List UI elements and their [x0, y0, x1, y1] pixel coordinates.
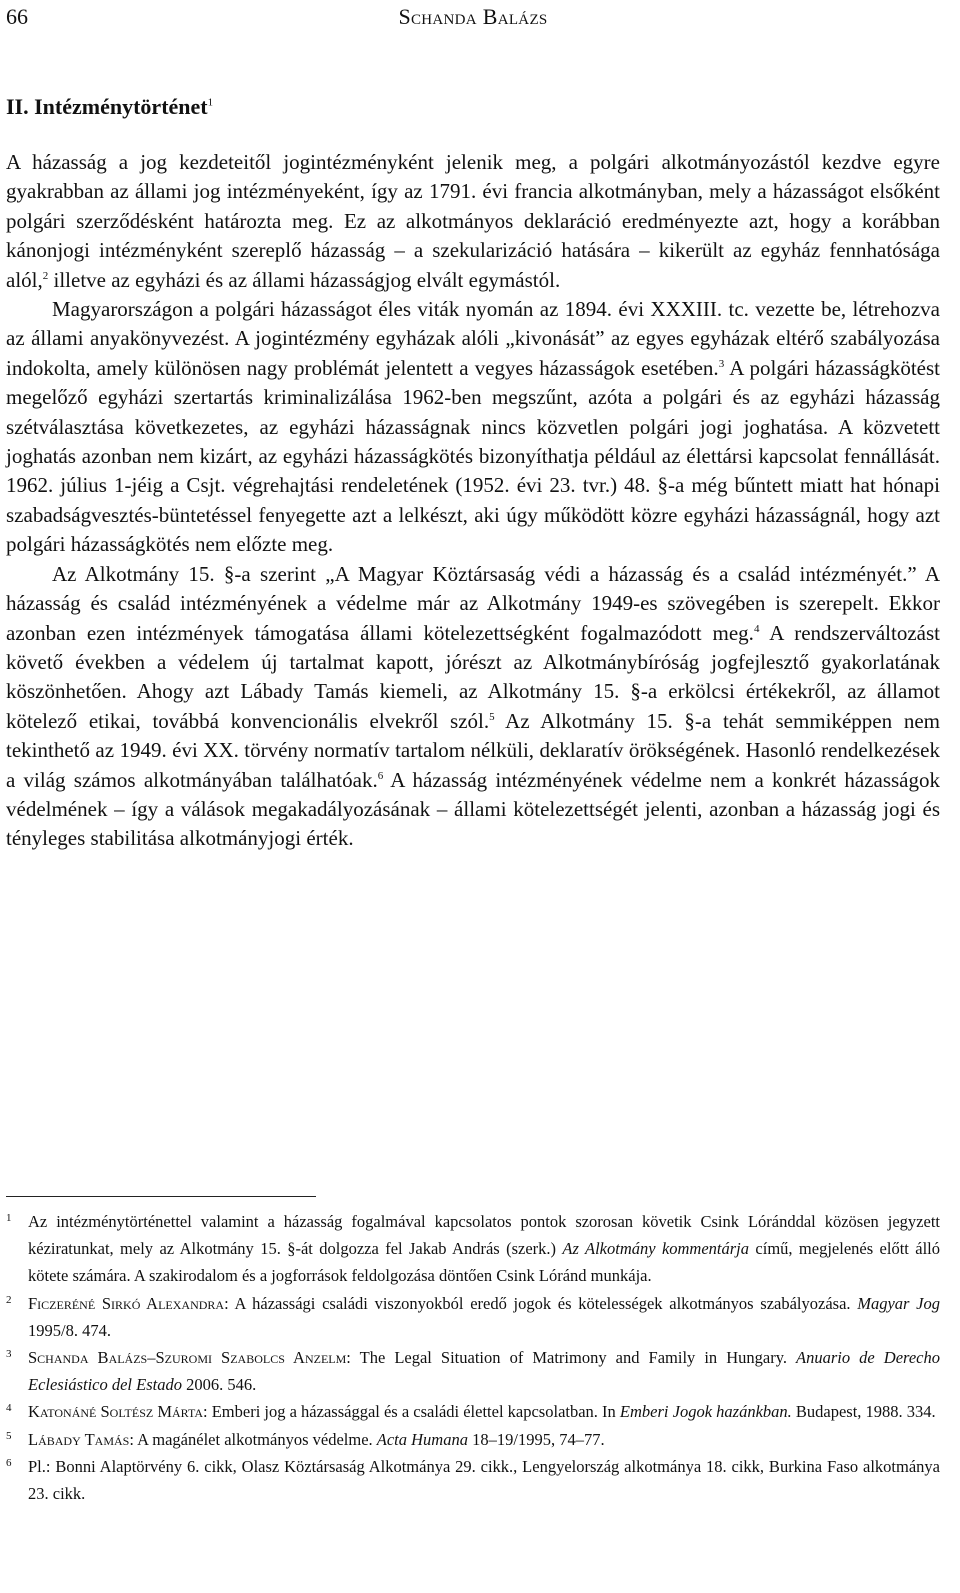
- footnote-title: Acta Humana: [376, 1429, 468, 1449]
- footnote-separator: [6, 1196, 316, 1197]
- paragraph: [6, 148, 940, 295]
- section-title-text: II. Intézménytörténet: [6, 94, 208, 119]
- footnote-ref[interactable]: 1: [207, 96, 214, 109]
- text-run: Az Alkotmány 15. §-a tehát semmiképpen nem tekinthető az 1949. évi XX. törvény normatív tartalom nélküli, deklaratív örökségének. Hasonló rendelkezések a világ számos alkotmányában találhatóak.: [6, 708, 940, 792]
- footnote-text: : A magánélet alkotmányos védelme.: [129, 1429, 377, 1449]
- footnote-author: Schanda Balázs–Szuromi Szabolcs Anzelm: [28, 1348, 347, 1368]
- footnote-author: Ficzeréné Sirkó Alexandra: [28, 1293, 225, 1313]
- footnote: [6, 1453, 940, 1507]
- footnote-author: Lábady Tamás: [28, 1429, 130, 1449]
- paragraph: [6, 560, 940, 854]
- footnote-number: 5: [6, 1429, 12, 1442]
- footnote: [6, 1398, 940, 1425]
- text-run: A házasság a jog kezdeteitől jogintézményként jelenik meg, a polgári alkotmányozástól kezdve egyre gyakrabban az állami jog intézményeként, így az 1791. évi francia alkotmányban, mely a házasságot elsőként polgári szerződésként határozta meg. Ez az alkotmányos deklaráció eredményezte azt, hogy a korábban kánonjogi intézményként szereplő házasság – a szekularizáció hatására – kikerült az egyház fennhatósága alól,: [6, 150, 940, 292]
- text-run: Magyarországon a polgári házasságot éles viták nyomán az 1894. évi XXXIII. tc. vezette be, létrehozva az állami anyakönyvezést. A jogintézmény egyházak alóli „kivonását” az egyes egyházak eltérő szabályozása indokolta, amely különösen nagy problémát jelentett a vegyes házasságok esetében.: [6, 297, 940, 380]
- footnote: [6, 1426, 940, 1453]
- footnote-ref[interactable]: 4: [753, 622, 760, 635]
- footnote-author: Katonáné Soltész Márta: [28, 1402, 203, 1422]
- running-head: Schanda Balázs: [398, 4, 548, 29]
- footnote-title: Anuario de Derecho Eclesiástico del Estado: [28, 1348, 940, 1395]
- page-header: [6, 0, 940, 40]
- footnote-text: Az intézménytörténettel valamint a házasság fogalmával kapcsolatos pontok szorosan követik Csink Lóránddal közösen jegyzett kéziratunkat, mely az Alkotmány 15. §-át dolgozza fel Jakab András (szerk.): [28, 1212, 940, 1259]
- paragraph: [6, 295, 940, 560]
- footnote-number: 4: [6, 1402, 12, 1415]
- footnote-ref[interactable]: 2: [42, 269, 49, 282]
- footnote-text: című, megjelenés előtt álló kötete számára. A szakirodalom és a jogforrások feldolgozása döntően Csink Lóránd munkája.: [28, 1239, 940, 1286]
- footnote-text: 18–19/1995, 74–77.: [467, 1429, 605, 1449]
- text-run: illetve az egyházi és az állami házasságjog elvált egymástól.: [48, 267, 561, 292]
- footnote-number: 3: [6, 1348, 12, 1361]
- footnote: [6, 1344, 940, 1398]
- section-title: [6, 94, 213, 120]
- document-page: [6, 0, 940, 1504]
- text-run: Az Alkotmány 15. §-a szerint „A Magyar Köztársaság védi a házasság és a család intézményét.” A házasság és család intézményének a védelme már az Alkotmány 1949-es szövegében is szerepelt. Ekkor azonban ezen intézmények támogatása állami kötelezettségként fogalmazódott meg.: [6, 561, 940, 645]
- footnotes: [6, 1208, 940, 1507]
- footnote-text: : The Legal Situation of Matrimony and Family in Hungary.: [346, 1348, 797, 1368]
- footnote-ref[interactable]: 5: [489, 710, 495, 723]
- footnote: [6, 1290, 940, 1344]
- footnote-number: 2: [6, 1293, 12, 1306]
- footnote-text: Budapest, 1988. 334.: [791, 1402, 936, 1422]
- page-number: 66: [6, 4, 28, 29]
- footnote-ref[interactable]: 3: [718, 357, 725, 370]
- footnote-number: 1: [6, 1212, 12, 1224]
- footnote-text: : Emberi jog a házassággal és a családi élettel kapcsolatban. In: [203, 1402, 620, 1422]
- text-run: A rendszerváltozást követő években a védelem új tartalmat kapott, jórészt az Alkotmánybíróság jogfejlesztő gyakorlatának köszönhetően. Ahogy azt Lábady Tamás kiemeli, az Alkotmány 15. §-a erkölcsi értékekről, az államot kötelező etikai, továbbá konvencionális elvekről szól.: [6, 620, 940, 733]
- text-run: A polgári házasságkötést megelőző egyházi szertartás kriminalizálása 1962-ben megszűnt, azóta a polgári és az egyházi házasság szétválasztása következetes, az egyházi házasságnak nincs közvetlen polgári jogi joghatása. A közvetett joghatás azonban nem kizárt, az egyházi házasságkötés bizonyíthatja például az élettársi kapcsolat fennállását. 1962. július 1-jéig a Csjt. végrehajtási rendeletének (1952. évi 23. tvr.) 48. §-a még bűntett miatt hat hónapi szabadságvesztés-büntetéssel fenyegette azt a lelkészt, aki úgy működött közre egyházi házasságnál, hogy azt polgári házasságkötés nem előzte meg.: [6, 355, 940, 557]
- footnote-ref[interactable]: 6: [377, 769, 384, 782]
- footnote-text: 1995/8. 474.: [28, 1320, 111, 1340]
- footnote-title: Emberi Jogok hazánkban.: [619, 1402, 792, 1422]
- text-run: A házasság intézményének védelme nem a konkrét házasságok védelmének – így a válások megakadályozásának – állami kötelezettségét jelenti, azonban a házasság jogi és tényleges stabilitása alkotmányjogi érték.: [6, 767, 940, 851]
- footnote-text: 2006. 546.: [181, 1375, 257, 1395]
- body-text: [6, 148, 940, 854]
- footnote-title: Magyar Jog: [857, 1293, 940, 1313]
- footnote-text: : A házassági családi viszonyokból eredő jogok és kötelességek alkotmányos szabályozása.: [224, 1293, 858, 1313]
- footnote-title: Az Alkotmány kommentárja: [562, 1239, 750, 1259]
- footnote-text: Pl.: Bonni Alaptörvény 6. cikk, Olasz Köztársaság Alkotmánya 29. cikk., Lengyelország alkotmánya 18. cikk, Burkina Faso alkotmánya 23. cikk.: [28, 1456, 940, 1504]
- footnote: [6, 1208, 940, 1290]
- footnote-number: 6: [6, 1456, 12, 1469]
